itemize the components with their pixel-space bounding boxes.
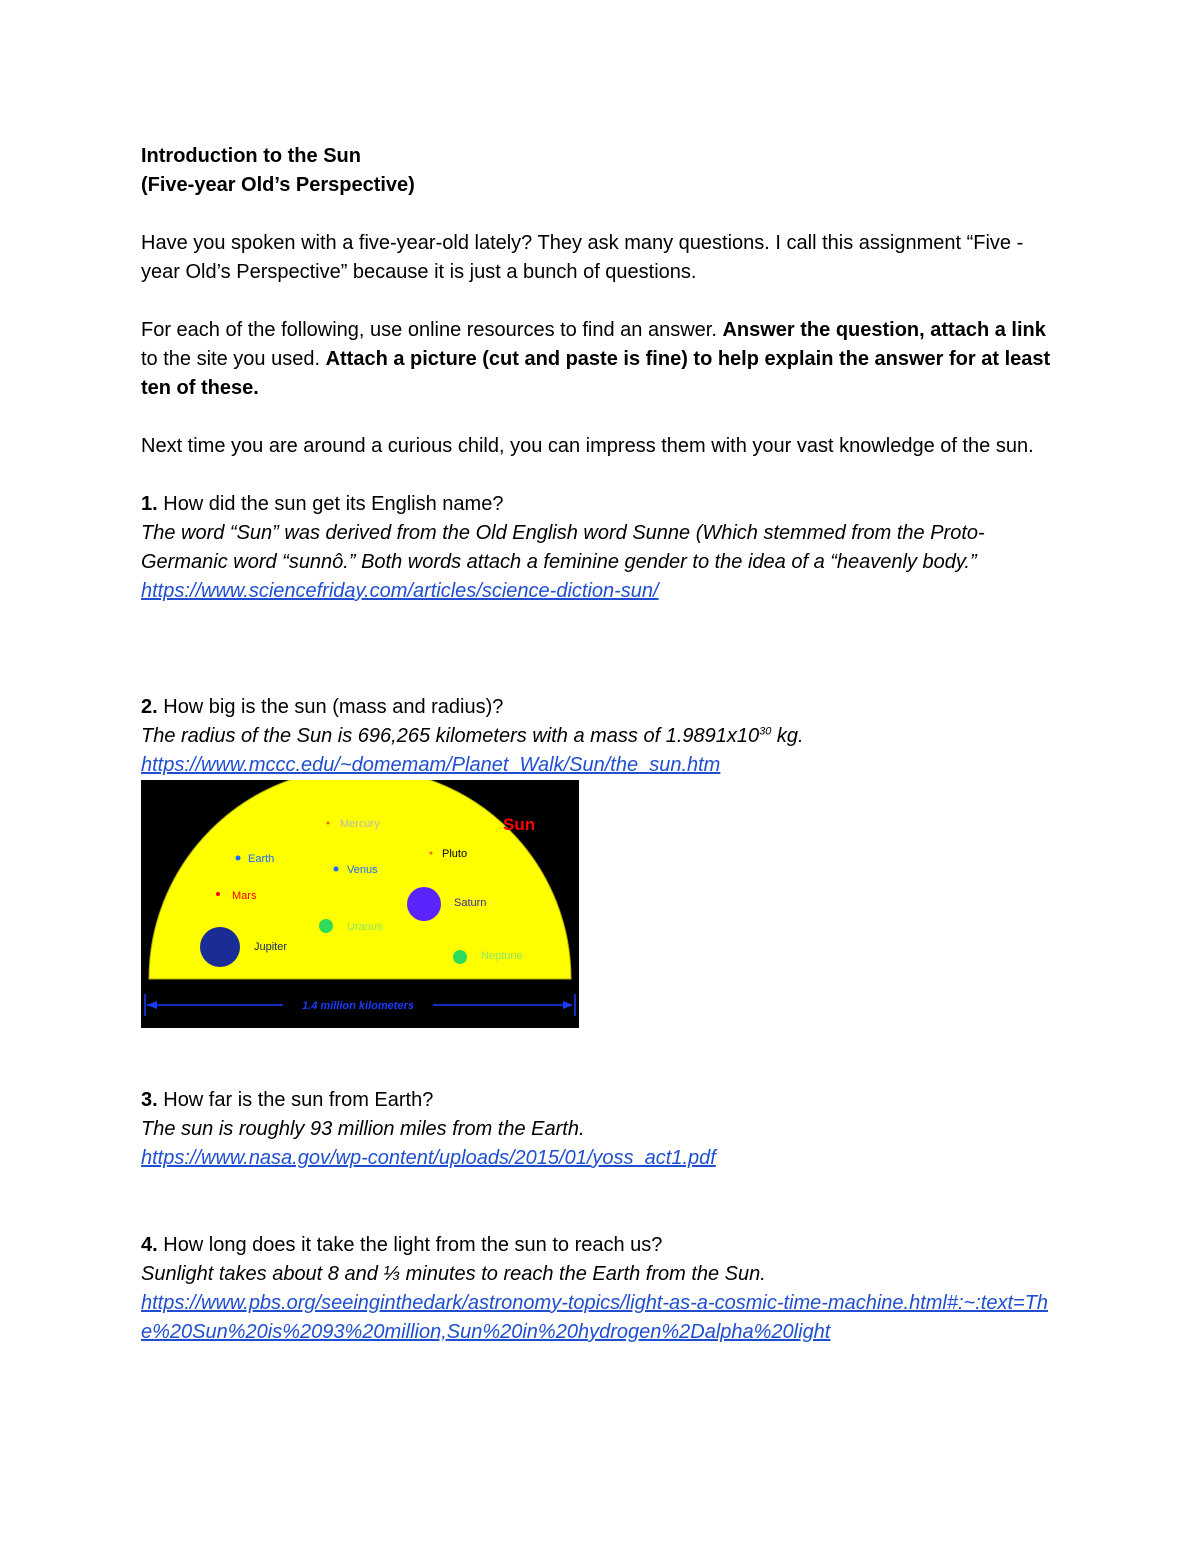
planet-label-pluto: Pluto xyxy=(442,848,468,860)
closing-paragraph: Next time you are around a curious child, you can impress them with your vast knowledge of the sun. xyxy=(141,435,1034,457)
question-text: How far is the sun from Earth? xyxy=(157,1089,434,1111)
instr-bold-2: Attach a picture (cut and paste is fine) to help explain the answer for at least ten of these. xyxy=(141,348,1051,399)
earth-dot xyxy=(236,856,241,861)
document-page xyxy=(141,142,1061,1347)
question-3 xyxy=(141,1086,1061,1115)
answer-text: The radius of the Sun is 696,265 kilometers with a mass of 1.9891x10 xyxy=(141,725,760,747)
jupiter-disk xyxy=(200,927,240,967)
answer-1: The word “Sun” was derived from the Old English word Sunne (Which stemmed from the Proto-Germanic word “sunnô.” Both words attach a feminine gender to the idea of a “heavenly body.” xyxy=(141,522,985,573)
answer-4: Sunlight takes about 8 and ⅓ minutes to reach the Earth from the Sun. xyxy=(141,1263,766,1285)
planet-label-neptune: Neptune xyxy=(481,950,523,962)
pluto-dot xyxy=(430,852,433,855)
intro-paragraph: Have you spoken with a five-year-old lately? They ask many questions. I call this assignment “Five -year Old’s Perspective” because it is just a bunch of questions. xyxy=(141,232,1024,283)
source-link-3[interactable]: https://www.nasa.gov/wp-content/uploads/2015/01/yoss_act1.pdf xyxy=(141,1147,716,1169)
mars-dot xyxy=(216,892,220,896)
question-1 xyxy=(141,490,1061,519)
answer-2 xyxy=(141,722,1061,751)
question-4 xyxy=(141,1231,1061,1260)
planet-label-mercury: Mercury xyxy=(340,818,380,830)
answer-3: The sun is roughly 93 million miles from the Earth. xyxy=(141,1118,585,1140)
exponent: 30 xyxy=(759,725,772,738)
instr-bold-1: Answer the question, attach a link xyxy=(722,319,1046,341)
planet-label-earth: Earth xyxy=(248,853,275,865)
planet-label-jupiter: Jupiter xyxy=(254,941,288,953)
question-number: 4. xyxy=(141,1234,158,1256)
sun-size-figure xyxy=(141,780,579,1028)
doc-title: Introduction to the Sun xyxy=(141,145,361,167)
question-number: 2. xyxy=(141,696,158,718)
source-link-2[interactable]: https://www.mccc.edu/~domemam/Planet_Walk/Sun/the_sun.htm xyxy=(141,754,721,776)
venus-dot xyxy=(334,867,339,872)
planet-label-venus: Venus xyxy=(347,864,378,876)
instr-text-1: For each of the following, use online resources to find an answer. xyxy=(141,319,723,341)
neptune-disk xyxy=(453,950,467,964)
question-number: 3. xyxy=(141,1089,158,1111)
sun-label: Sun xyxy=(503,815,536,834)
planet-label-saturn: Saturn xyxy=(454,897,487,909)
uranus-disk xyxy=(319,919,333,933)
source-link-1[interactable]: https://www.sciencefriday.com/articles/science-diction-sun/ xyxy=(141,580,659,602)
doc-subtitle: (Five-year Old’s Perspective) xyxy=(141,174,415,196)
question-number: 1. xyxy=(141,493,158,515)
instructions-paragraph xyxy=(141,316,1061,403)
question-text: How did the sun get its English name? xyxy=(157,493,504,515)
mercury-dot xyxy=(327,822,330,825)
instr-text-2: to the site you used. xyxy=(141,348,326,370)
question-text: How big is the sun (mass and radius)? xyxy=(157,696,504,718)
planet-label-mars: Mars xyxy=(232,890,257,902)
question-text: How long does it take the light from the sun to reach us? xyxy=(157,1234,663,1256)
answer-unit: kg. xyxy=(771,725,804,747)
saturn-disk xyxy=(407,887,441,921)
planet-label-uranus: Uranus xyxy=(347,921,383,933)
question-2 xyxy=(141,693,1061,722)
source-link-4[interactable]: https://www.pbs.org/seeinginthedark/astronomy-topics/light-as-a-cosmic-time-machine.html#:~:text=The%20Sun%20is%2093%20million,Sun%20in%20hydrogen%2Dalpha%20light xyxy=(141,1292,1049,1343)
scale-label: 1.4 million kilometers xyxy=(302,1000,414,1012)
